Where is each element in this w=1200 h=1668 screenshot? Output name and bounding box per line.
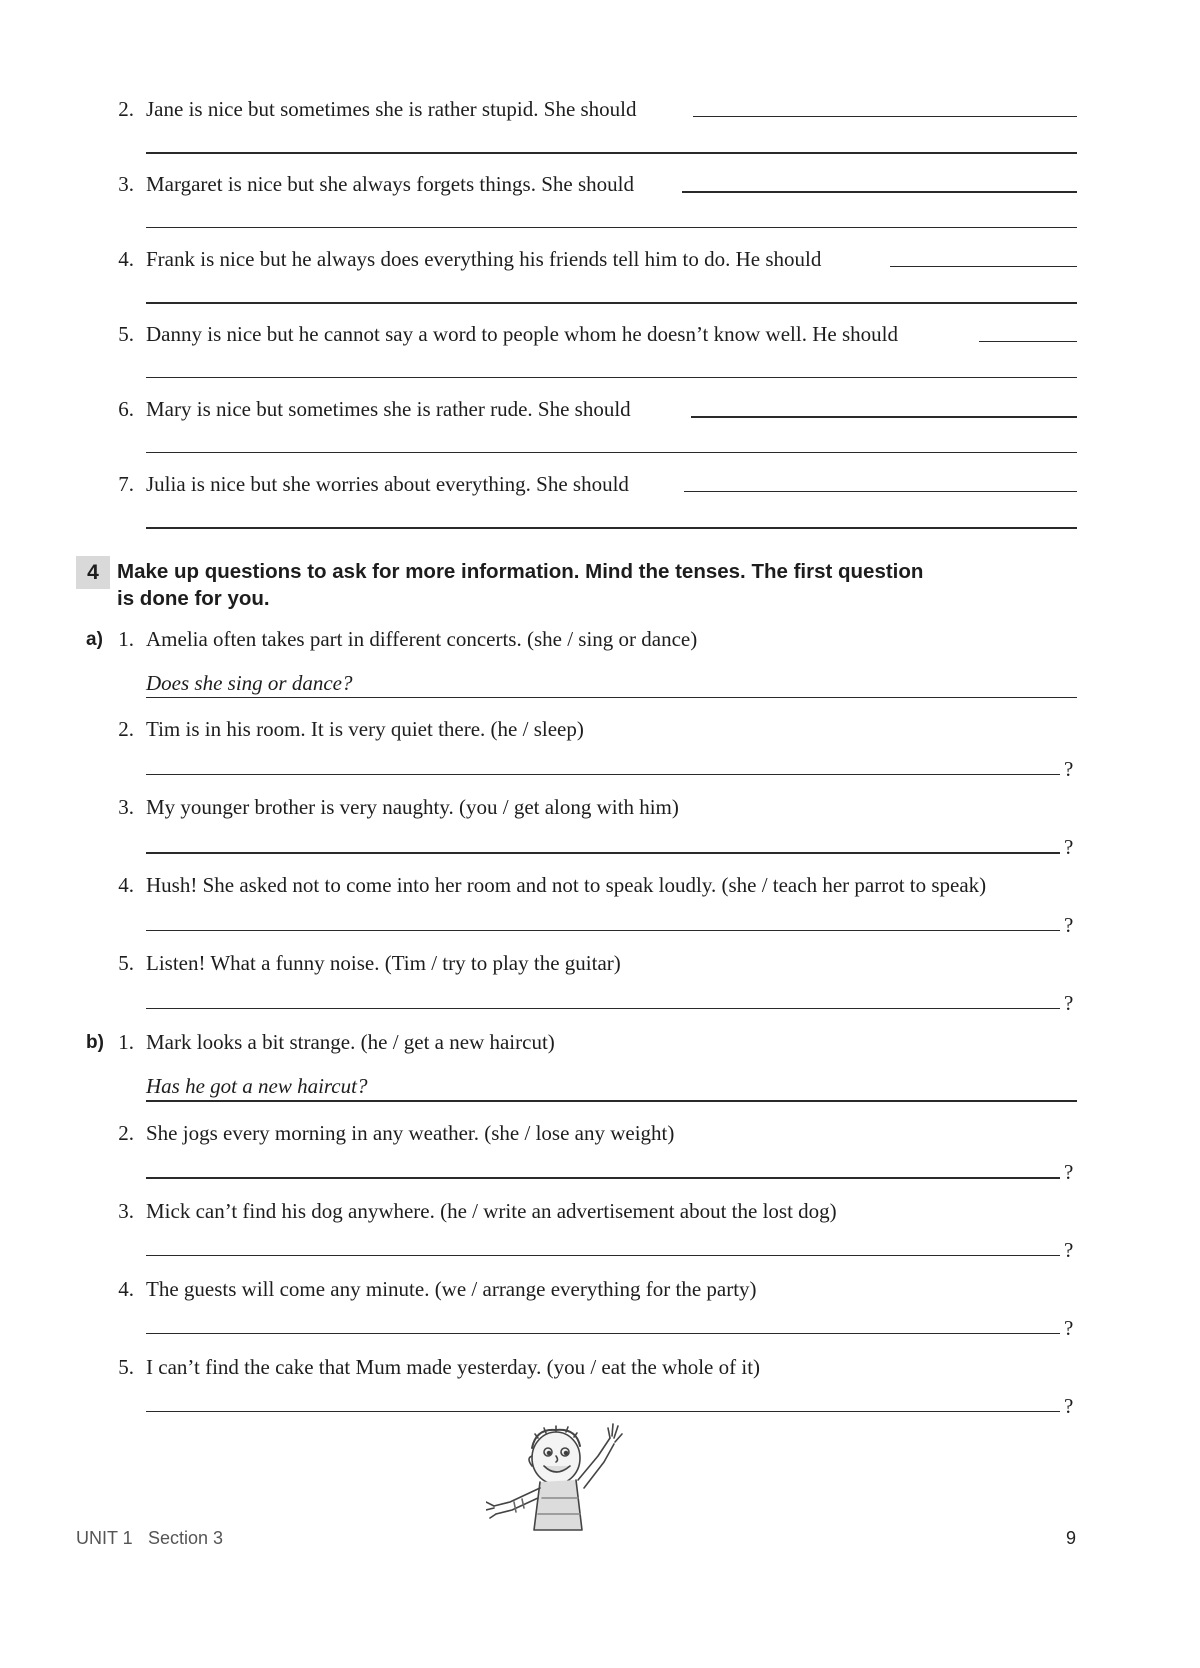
answer-line[interactable] bbox=[146, 527, 1077, 529]
example-answer: Has he got a new haircut? bbox=[146, 1074, 368, 1098]
item-prompt: Listen! What a funny noise. (Tim / try to play the guitar) bbox=[146, 951, 621, 975]
question-mark: ? bbox=[1064, 1394, 1074, 1418]
item-number: 4. bbox=[118, 873, 134, 897]
part-label-a: a) bbox=[86, 629, 103, 650]
answer-line[interactable] bbox=[146, 1411, 1060, 1412]
item-prompt: Margaret is nice but she always forgets things. She should bbox=[146, 172, 634, 196]
item-number: 1. bbox=[118, 627, 134, 651]
example-answer: Does she sing or dance? bbox=[146, 671, 353, 695]
part-label-b: b) bbox=[86, 1032, 104, 1053]
item-number: 3. bbox=[118, 795, 134, 819]
item-prompt: I can’t find the cake that Mum made yesterday. (you / eat the whole of it) bbox=[146, 1355, 761, 1379]
item-prompt: She jogs every morning in any weather. (she / lose any weight) bbox=[146, 1121, 675, 1145]
answer-line[interactable] bbox=[146, 1255, 1060, 1256]
question-mark: ? bbox=[1064, 1238, 1074, 1262]
item-prompt: Tim is in his room. It is very quiet there. (he / sleep) bbox=[146, 717, 584, 741]
answer-line bbox=[146, 697, 1077, 698]
answer-line[interactable] bbox=[691, 416, 1077, 418]
item-number: 3. bbox=[118, 172, 134, 196]
answer-line[interactable] bbox=[146, 377, 1077, 378]
answer-line[interactable] bbox=[146, 152, 1077, 154]
answer-line[interactable] bbox=[890, 266, 1077, 267]
answer-line[interactable] bbox=[146, 930, 1060, 931]
item-number: 5. bbox=[118, 1355, 134, 1379]
item-prompt: The guests will come any minute. (we / arrange everything for the party) bbox=[146, 1277, 757, 1301]
answer-line[interactable] bbox=[146, 1333, 1060, 1334]
answer-line[interactable] bbox=[146, 1008, 1060, 1009]
item-number: 7. bbox=[118, 472, 134, 496]
item-number: 3. bbox=[118, 1199, 134, 1223]
item-prompt: Amelia often takes part in different concerts. (she / sing or dance) bbox=[146, 627, 698, 651]
question-mark: ? bbox=[1064, 835, 1074, 859]
item-number: 4. bbox=[118, 1277, 134, 1301]
answer-line[interactable] bbox=[979, 341, 1077, 342]
item-prompt: Danny is nice but he cannot say a word to people whom he doesn’t know well. He should bbox=[146, 322, 898, 346]
answer-line[interactable] bbox=[146, 302, 1077, 304]
footer-section: Section 3 bbox=[148, 1528, 224, 1548]
item-prompt: Hush! She asked not to come into her room and not to speak loudly. (she / teach her parrot to speak) bbox=[146, 873, 987, 897]
answer-line[interactable] bbox=[146, 227, 1077, 228]
item-number: 1. bbox=[118, 1030, 134, 1054]
answer-line[interactable] bbox=[146, 452, 1077, 453]
item-prompt: Jane is nice but sometimes she is rather stupid. She should bbox=[146, 97, 637, 121]
item-number: 2. bbox=[118, 97, 134, 121]
task-instruction: Make up questions to ask for more information. Mind the tenses. The first question is done for you. bbox=[117, 560, 924, 610]
question-mark: ? bbox=[1064, 1160, 1074, 1184]
item-prompt: Mark looks a bit strange. (he / get a new haircut) bbox=[146, 1030, 555, 1054]
item-number: 5. bbox=[118, 951, 134, 975]
item-number: 5. bbox=[118, 322, 134, 346]
cartoon-boy-illustration bbox=[486, 1418, 656, 1533]
item-prompt: Frank is nice but he always does everything his friends tell him to do. He should bbox=[146, 247, 822, 271]
question-mark: ? bbox=[1064, 757, 1074, 781]
task-number-badge: 4 bbox=[76, 556, 110, 589]
answer-line[interactable] bbox=[693, 116, 1077, 117]
item-number: 6. bbox=[118, 397, 134, 421]
item-prompt: My younger brother is very naughty. (you / get along with him) bbox=[146, 795, 679, 819]
page-number: 9 bbox=[1066, 1528, 1077, 1548]
answer-line[interactable] bbox=[682, 191, 1077, 193]
item-prompt: Julia is nice but she worries about everything. She should bbox=[146, 472, 629, 496]
answer-line[interactable] bbox=[146, 852, 1060, 854]
question-mark: ? bbox=[1064, 913, 1074, 937]
item-prompt: Mick can’t find his dog anywhere. (he / write an advertisement about the lost dog) bbox=[146, 1199, 837, 1223]
item-number: 4. bbox=[118, 247, 134, 271]
answer-line[interactable] bbox=[684, 491, 1077, 492]
question-mark: ? bbox=[1064, 991, 1074, 1015]
answer-line[interactable] bbox=[146, 774, 1060, 775]
item-number: 2. bbox=[118, 1121, 134, 1145]
footer-unit: UNIT 1 bbox=[76, 1528, 133, 1548]
answer-line bbox=[146, 1100, 1077, 1102]
item-number: 2. bbox=[118, 717, 134, 741]
question-mark: ? bbox=[1064, 1316, 1074, 1340]
answer-line[interactable] bbox=[146, 1177, 1060, 1179]
item-prompt: Mary is nice but sometimes she is rather rude. She should bbox=[146, 397, 631, 421]
